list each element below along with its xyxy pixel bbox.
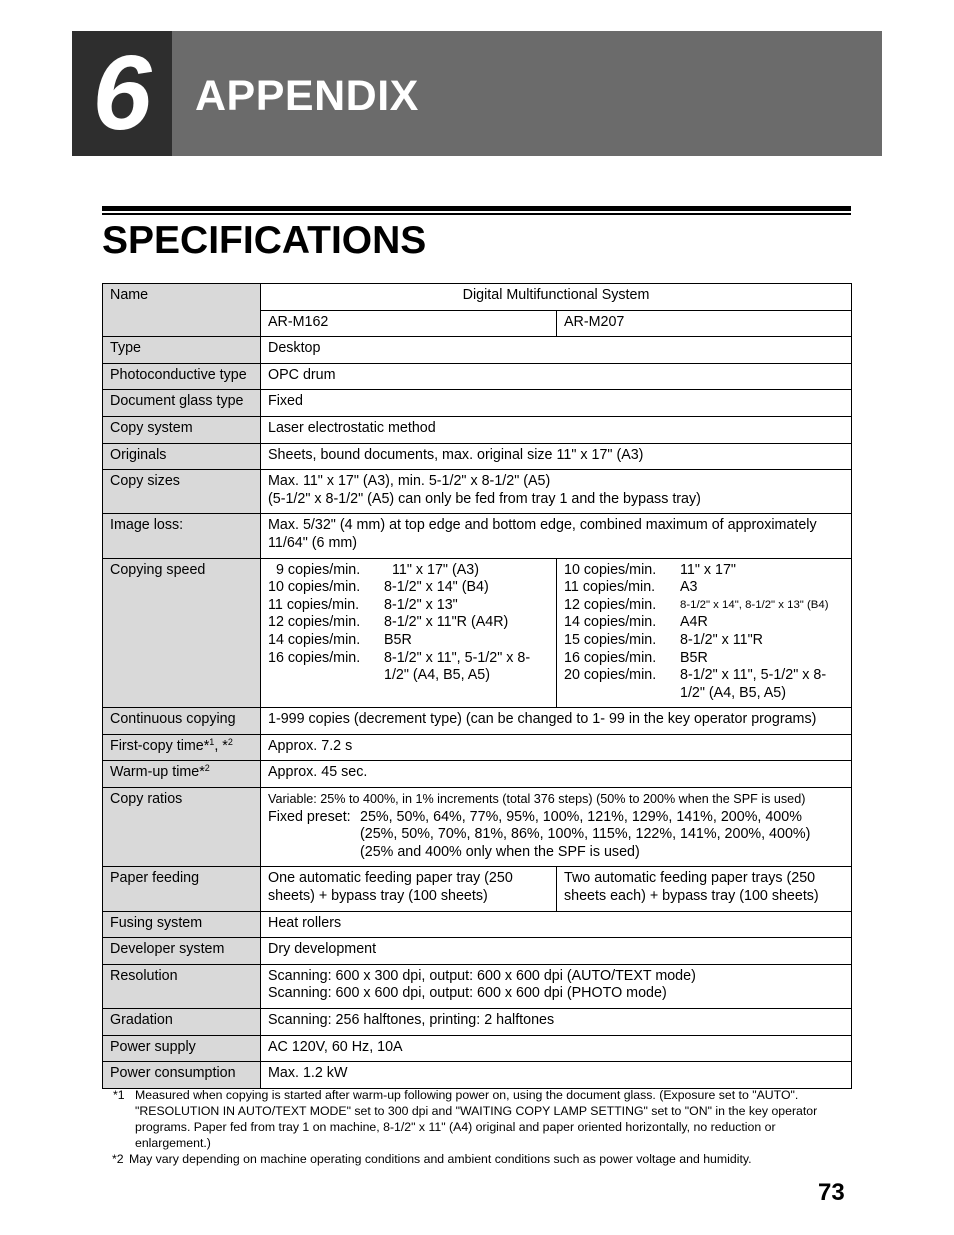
- row-label: [103, 761, 261, 788]
- ratio-variable: Variable: 25% to 400%, in 1% increments (total 376 steps) (50% to 200% when the SPF is used): [268, 792, 806, 807]
- row-label: Fusing system: [103, 911, 261, 938]
- speed-rate: 14 copies/min.: [564, 614, 657, 631]
- paper-feeding-m207: Two automatic feeding paper trays (250 sheets each) + bypass tray (100 sheets): [557, 867, 852, 911]
- table-row: [103, 964, 852, 1008]
- speed-entry: [268, 597, 549, 615]
- table-row: [103, 708, 852, 735]
- paper-feeding-m162: One automatic feeding paper tray (250 sheets) + bypass tray (100 sheets): [261, 867, 557, 911]
- speed-size: B5R: [680, 649, 708, 666]
- row-label: Developer system: [103, 938, 261, 965]
- row-label: Document glass type: [103, 390, 261, 417]
- row-value: Approx. 7.2 s: [261, 734, 852, 761]
- row-value: Digital Multifunctional System: [261, 284, 852, 311]
- row-value: Heat rollers: [261, 911, 852, 938]
- speed-entry: [268, 632, 549, 650]
- footnote-mark: *1: [113, 1088, 125, 1102]
- model-header-m162: AR-M162: [261, 310, 557, 337]
- footnote-mark: *2: [112, 1152, 124, 1166]
- first-copy-label: First-copy time*: [110, 737, 210, 754]
- row-label: Originals: [103, 443, 261, 470]
- row-label: Power consumption: [103, 1062, 261, 1089]
- speed-rate: 11 copies/min.: [268, 596, 360, 613]
- copying-speed-m207: [557, 558, 852, 708]
- speed-entry: [564, 632, 844, 650]
- chapter-title: APPENDIX: [195, 72, 419, 120]
- row-value: Fixed: [261, 390, 852, 417]
- ratio-fixed-note: (25% and 400% only when the SPF is used): [360, 843, 640, 860]
- table-row: [103, 558, 852, 708]
- section-rule-thin: [102, 213, 851, 215]
- copy-sizes-line: Max. 11" x 17" (A3), min. 5-1/2" x 8-1/2" (A5): [268, 473, 551, 490]
- speed-size: B5R: [384, 631, 412, 648]
- row-value: Laser electrostatic method: [261, 416, 852, 443]
- speed-size: 8-1/2" x 11"R (A4R): [384, 614, 509, 631]
- ratio-fixed-values: 25%, 50%, 64%, 77%, 95%, 100%, 121%, 129%, 141%, 200%, 400%: [360, 808, 802, 825]
- speed-entry: [564, 650, 844, 668]
- row-value: OPC drum: [261, 363, 852, 390]
- speed-rate: 11 copies/min.: [564, 579, 656, 596]
- speed-size: 8-1/2" x 11", 5-1/2" x 8-1/2" (A4, B5, A5): [384, 649, 531, 684]
- row-label: Image loss:: [103, 514, 261, 558]
- row-label: Copying speed: [103, 558, 261, 708]
- speed-rate: 15 copies/min.: [564, 631, 657, 648]
- table-row: [103, 470, 852, 514]
- speed-entry: [268, 614, 549, 632]
- copying-speed-m162: [261, 558, 557, 708]
- table-row: [103, 1009, 852, 1036]
- row-value: Desktop: [261, 337, 852, 364]
- speed-size: 8-1/2" x 14" (B4): [384, 579, 489, 596]
- speed-size: A4R: [680, 614, 708, 631]
- table-row: [103, 911, 852, 938]
- table-row: [103, 1035, 852, 1062]
- footnote: [113, 1087, 848, 1151]
- speed-entry: [564, 579, 844, 597]
- speed-size: 8-1/2" x 11"R: [680, 631, 763, 648]
- row-label: Continuous copying: [103, 708, 261, 735]
- table-row: [103, 938, 852, 965]
- speed-entry: [564, 562, 844, 580]
- speed-rate: 12 copies/min.: [268, 614, 361, 631]
- speed-rate: 12 copies/min.: [564, 596, 657, 613]
- row-label: Gradation: [103, 1009, 261, 1036]
- row-value: Approx. 45 sec.: [261, 761, 852, 788]
- chapter-number: 6: [72, 31, 172, 156]
- row-value: Dry development: [261, 938, 852, 965]
- table-row: [103, 390, 852, 417]
- speed-size: 11" x 17" (A3): [392, 561, 479, 578]
- footnote-text: Measured when copying is started after warm-up following power on, using the document glass. (Exposure set to "AUTO". "RESOLUTION IN AUTO/TEXT MODE" set to 300 dpi and "WAITING COPY LAMP SETTING" set to "ON" in the key operator programs. Paper fed from tray 1 on machine, 8-1/2" x 11" (A4) original and paper oriented horizontally, no reduction or enlargement.): [135, 1088, 818, 1150]
- resolution-line: Scanning: 600 x 600 dpi, output: 600 x 600 dpi (PHOTO mode): [268, 985, 667, 1002]
- speed-size: 11" x 17": [680, 561, 736, 578]
- row-label: Copy system: [103, 416, 261, 443]
- row-label: [103, 734, 261, 761]
- table-row: [103, 788, 852, 867]
- row-label: Copy ratios: [103, 788, 261, 867]
- speed-rate: 10 copies/min.: [268, 579, 361, 596]
- table-row: [103, 514, 852, 558]
- row-label: Name: [103, 284, 261, 337]
- ratio-fixed-head: Fixed preset:: [268, 808, 351, 825]
- speed-rate: 10 copies/min.: [564, 561, 657, 578]
- speed-rate: 16 copies/min.: [564, 649, 657, 666]
- row-value: AC 120V, 60 Hz, 10A: [261, 1035, 852, 1062]
- ratio-fixed-line: [268, 809, 844, 827]
- section-rule-thick: [102, 206, 851, 211]
- table-row: [103, 1062, 852, 1089]
- table-row: [103, 867, 852, 911]
- speed-entry: [268, 650, 549, 685]
- speed-entry: [268, 562, 549, 580]
- ratio-fixed-line: [268, 826, 844, 844]
- resolution-line: Scanning: 600 x 300 dpi, output: 600 x 600 dpi (AUTO/TEXT mode): [268, 967, 696, 984]
- footnotes: [113, 1087, 848, 1167]
- table-row: [103, 443, 852, 470]
- row-value: Scanning: 256 halftones, printing: 2 halftones: [261, 1009, 852, 1036]
- table-row: [103, 416, 852, 443]
- speed-rate: 9 copies/min.: [276, 561, 361, 578]
- table-row: [103, 337, 852, 364]
- row-value: 1-999 copies (decrement type) (can be changed to 1- 99 in the key operator programs): [261, 708, 852, 735]
- row-value: [261, 470, 852, 514]
- speed-size: A3: [680, 579, 698, 596]
- row-label: Copy sizes: [103, 470, 261, 514]
- footnote: [112, 1151, 848, 1167]
- chapter-banner: [72, 31, 882, 156]
- row-label: Paper feeding: [103, 867, 261, 911]
- speed-entry: [564, 614, 844, 632]
- row-value: [261, 788, 852, 867]
- speed-rate: 20 copies/min.: [564, 667, 657, 684]
- row-label: Resolution: [103, 964, 261, 1008]
- table-row: [103, 363, 852, 390]
- footnote-ref: 2: [227, 736, 233, 747]
- row-value: [261, 964, 852, 1008]
- copy-sizes-line: (5-1/2" x 8-1/2" (A5) can only be fed from tray 1 and the bypass tray): [268, 490, 701, 507]
- footnote-ref: 1: [209, 736, 215, 747]
- row-label: Photoconductive type: [103, 363, 261, 390]
- specifications-table: [102, 283, 852, 1089]
- model-header-m207: AR-M207: [557, 310, 852, 337]
- table-row: [103, 284, 852, 311]
- page-number: 73: [818, 1179, 845, 1206]
- table-row: [103, 761, 852, 788]
- table-row: [103, 734, 852, 761]
- speed-size: 8-1/2" x 11", 5-1/2" x 8-1/2" (A4, B5, A5): [680, 667, 827, 701]
- section-title: SPECIFICATIONS: [102, 219, 427, 262]
- speed-entry: [564, 597, 844, 615]
- warm-up-label: Warm-up time*: [110, 764, 205, 781]
- speed-entry: [268, 579, 549, 597]
- footnote-text: May vary depending on machine operating conditions and ambient conditions such as power voltage and humidity.: [129, 1152, 752, 1166]
- ratio-fixed-values: (25%, 50%, 70%, 81%, 86%, 100%, 115%, 122%, 141%, 200%, 400%): [360, 826, 811, 843]
- row-value: Sheets, bound documents, max. original size 11" x 17" (A3): [261, 443, 852, 470]
- row-value: Max. 1.2 kW: [261, 1062, 852, 1089]
- row-label: Power supply: [103, 1035, 261, 1062]
- row-value: Max. 5/32" (4 mm) at top edge and bottom edge, combined maximum of approximately 11/64" (6 mm): [261, 514, 852, 558]
- footnote-ref: 2: [204, 763, 210, 774]
- row-label: Type: [103, 337, 261, 364]
- speed-entry: [564, 667, 844, 702]
- speed-size: 8-1/2" x 13": [384, 596, 458, 613]
- footnote-separator: , *: [214, 737, 228, 754]
- speed-rate: 14 copies/min.: [268, 631, 361, 648]
- speed-size: 8-1/2" x 14", 8-1/2" x 13" (B4): [680, 598, 829, 611]
- speed-rate: 16 copies/min.: [268, 649, 361, 666]
- ratio-fixed-line: [268, 844, 844, 862]
